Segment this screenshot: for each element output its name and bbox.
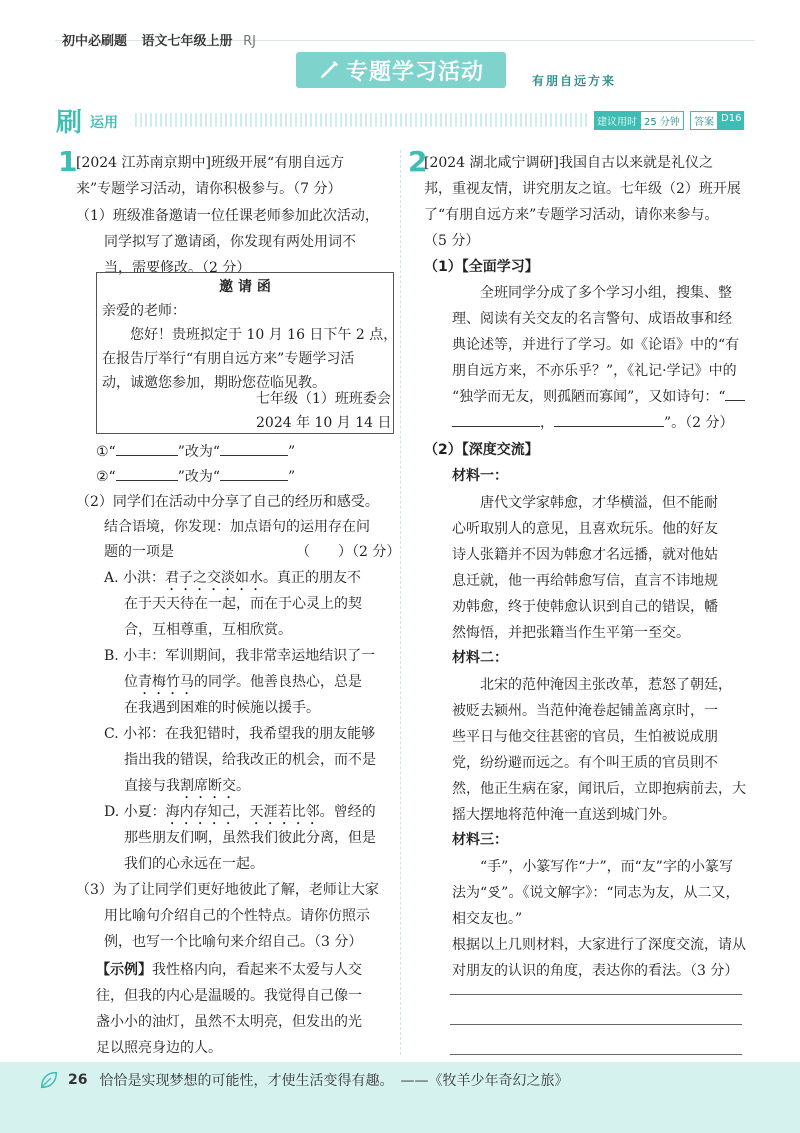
option-a-line: 在于天天待在一起，而在于心灵上的契 <box>124 596 362 612</box>
q2-p1-line: “独学而无友，则孤陋而寡闻”，又如诗句：“ <box>452 389 726 405</box>
letter-title: 邀 请 函 <box>219 279 271 295</box>
q1-p3-line: 例，也写一个比喻句来介绍自己。（3 分） <box>104 934 363 950</box>
example-line: 盏小小的油灯，虽然不太明亮，但发出的光 <box>96 1014 362 1030</box>
option-d-prefix: D. 小夏： <box>104 804 166 820</box>
option-d <box>104 799 376 828</box>
option-d-line: 那些朋友们啊，虽然我们彼此分离，但是 <box>124 830 376 846</box>
section-stripes <box>135 113 590 127</box>
answer-blank[interactable] <box>725 384 745 401</box>
footer-quote: 恰恰是实现梦想的可能性，才使生活变得有趣。 ——《牧羊少年奇幻之旅》 <box>99 1073 569 1089</box>
example-text: 我性格内向，看起来不太爱与人交 <box>152 962 362 978</box>
letter-body-line: 在报告厅举行“有朋自远方来”专题学习活 <box>102 351 355 367</box>
leaf-icon <box>38 1069 60 1091</box>
answer-blank[interactable] <box>554 410 664 427</box>
q1-p2-score: （ ）（2 分） <box>296 544 401 560</box>
time-label: 建议用时 <box>594 111 640 130</box>
q2-p1-line: 典论述等，并进行了学习。如《论语》中的“有 <box>452 337 740 353</box>
page-number: 26 <box>68 1072 88 1088</box>
answer-line[interactable] <box>450 1054 742 1055</box>
option-b-line: 在我遇到困难的时候施以援手。 <box>124 700 320 716</box>
q2-p1-line: 全班同学分成了多个学习小组，搜集、整 <box>480 285 732 301</box>
question-number-2: 2 <box>408 145 428 178</box>
answer-page: D16 <box>718 111 744 130</box>
material-3-line: 相交友也。” <box>452 911 523 927</box>
material-2-line: 摇大摆地将范仲淹一直送到城门外。 <box>452 807 676 823</box>
q1-stem-line: 来”专题学习活动，请你积极参与。（7 分） <box>76 181 342 197</box>
material-2-line: 被贬去颍州。当范仲淹卷起铺盖离京时，一 <box>452 703 718 719</box>
letter-greeting: 亲爱的老师： <box>102 303 186 319</box>
fix-row-2 <box>96 464 295 490</box>
subject-name: 语文七年级上册 <box>141 34 233 49</box>
q2-task-line: 对朋友的认识的角度，表达你的看法。（3 分） <box>452 963 739 979</box>
option-d-suffix: 。曾经的 <box>319 804 376 820</box>
book-header <box>62 30 256 49</box>
q1-p2-line: 题的一项是 <box>104 544 174 560</box>
q2-p1-line-with-blank <box>452 384 745 410</box>
q2-stem-line: [2024 湖北咸宁调研]我国自古以来就是礼仪之 <box>424 155 714 171</box>
example-line-1 <box>96 957 362 983</box>
q1-p3-line: （3）为了让同学们更好地彼此了解，老师让大家 <box>76 882 379 898</box>
q2-stem-line: 邦，重视友情，讲究朋友之谊。七年级（2）班开展 <box>424 181 741 197</box>
material-1-line: 然悔悟，并把张籍当作生平第一至交。 <box>452 625 690 641</box>
option-d-line: 我们的心永远在一起。 <box>124 856 264 872</box>
edition-label: RJ <box>243 34 256 49</box>
q2-stem-line: （5 分） <box>424 233 480 249</box>
material-1-tag: 材料一： <box>452 468 508 484</box>
fix-mid: ”改为“ <box>177 469 221 485</box>
q2-p1-line: 朋自远方来，不亦乐乎？”，《礼记·学记》中的 <box>452 363 737 379</box>
option-c-line: C. 小祁：在我犯错时，我希望我的朋友能够 <box>104 726 376 742</box>
q1-p2-line: （2）同学们在活动中分享了自己的经历和感受。 <box>76 494 379 510</box>
q2-p1-tag: （1）【全面学习】 <box>424 259 539 275</box>
option-a <box>104 565 361 594</box>
option-a-phrase: 君子之交淡如水 <box>165 570 264 586</box>
option-b-prefix: 位 <box>124 674 138 690</box>
banner-subtitle: 有朋自远方来 <box>532 74 617 88</box>
footer <box>38 1069 568 1091</box>
option-a-line: 合，互相尊重，互相欣赏。 <box>124 622 292 638</box>
letter-sign: 七年级（1）班班委会 <box>256 391 391 407</box>
q1-p2-line: 结合语境，你发现：加点语句的运用存在问 <box>104 519 370 535</box>
option-b-line: B. 小丰：军训期间，我非常幸运地结识了一 <box>104 648 376 664</box>
material-1-line: 诗人张籍并不因为韩愈才名远播，就对他姑 <box>452 547 718 563</box>
banner-title: 专题学习活动 <box>345 59 484 85</box>
material-1-line: 息迁就，他一再给韩愈写信，直言不讳地规 <box>452 573 718 589</box>
q1-p1-line: 同学拟写了邀请函，你发现有两处用词不 <box>104 234 356 250</box>
q1-p3-line: 用比喻句介绍自己的个性特点。请你仿照示 <box>104 908 370 924</box>
option-b-phrase: 青梅竹马 <box>138 674 194 690</box>
answer-line[interactable] <box>450 1024 742 1025</box>
q1-stem-line: [2024 江苏南京期中]班级开展“有朋自远方 <box>76 155 345 171</box>
column-divider <box>400 150 401 1055</box>
section-label: 运用 <box>90 115 118 131</box>
q2-p1-line: 理、阅读有关交友的名言警句、成语故事和经 <box>452 311 732 327</box>
material-2-line: 党，纷纷避而远之。有个叫王质的官员則不 <box>452 755 718 771</box>
q2-stem-line: 了“有朋自远方来”专题学习活动，请你来参与。 <box>424 207 719 223</box>
example-tag: 【示例】 <box>96 962 152 978</box>
material-2-tag: 材料二： <box>452 650 508 666</box>
material-1-line: 劝韩愈，终于使韩愈认识到自己的错误，幡 <box>452 599 718 615</box>
option-b-suffix: 的同学。他善良热心，总是 <box>194 674 362 690</box>
topic-banner <box>296 52 506 88</box>
option-c-prefix: 直接与我 <box>124 778 180 794</box>
option-b <box>124 669 362 698</box>
q1-p1-line: 当，需要修改。（2 分） <box>104 260 251 276</box>
fix-mid: ”改为“ <box>177 444 221 460</box>
q2-task-line: 根据以上几则材料，大家进行了深度交流，请从 <box>452 937 746 953</box>
material-3-line: 法为“𠬪”。《说文解字》：“同志为友，从二又， <box>452 885 740 901</box>
q1-p1-line: （1）班级准备邀请一位任课老师参加此次活动， <box>76 208 379 224</box>
question-number-1: 1 <box>58 145 78 178</box>
time-value: 25 分钟 <box>640 111 684 130</box>
material-2-line: 些平日与他交往甚密的官员，生怕被说成朋 <box>452 729 718 745</box>
answer-line[interactable] <box>450 994 742 995</box>
suggested-time <box>594 111 684 130</box>
poem-comma: ， <box>540 415 554 431</box>
shua-label: 刷 <box>56 108 83 138</box>
answer-ref <box>690 111 744 130</box>
answer-blank[interactable] <box>116 439 178 456</box>
fix-end: ” <box>288 444 296 460</box>
poem-blank-row <box>452 410 734 436</box>
fix-no: ②“ <box>96 469 116 485</box>
fix-row-1 <box>96 439 295 465</box>
q2-p2-tag: （2）【深度交流】 <box>424 442 539 458</box>
example-line: 足以照亮身边的人。 <box>96 1040 222 1056</box>
material-1-line: 心听取别人的意见，且喜欢玩乐。他的好友 <box>452 521 718 537</box>
answer-blank[interactable] <box>452 410 540 427</box>
letter-body-line: 您好！贵班拟定于 10 月 16 日下午 2 点， <box>130 327 398 343</box>
answer-blank[interactable] <box>220 439 288 456</box>
fix-end: ” <box>288 469 296 485</box>
material-3-tag: 材料三： <box>452 832 508 848</box>
answer-label: 答案 <box>690 111 718 130</box>
option-c-phrase: 割席断交 <box>180 778 236 794</box>
letter-body-line: 动，诚邀您参加，期盼您莅临见教。 <box>102 375 326 391</box>
option-d-phrase: 海内存知己，天涯若比邻 <box>165 804 320 820</box>
option-a-prefix: A. 小洪： <box>104 570 166 586</box>
material-3-line: “手”，小篆写作“𠂇”，而“友”字的小篆写 <box>480 859 733 875</box>
q2-p1-score: ”。（2 分） <box>664 415 734 431</box>
option-c <box>124 773 250 802</box>
answer-blank[interactable] <box>116 464 178 481</box>
fix-no: ①“ <box>96 444 116 460</box>
material-1-line: 唐代文学家韩愈，才华横溢，但不能耐 <box>480 495 718 511</box>
book-name: 初中必刷题 <box>62 34 128 49</box>
option-c-suffix: 。 <box>236 778 250 794</box>
option-c-line: 指出我的错误，给我改正的机会，而不是 <box>124 752 376 768</box>
letter-date: 2024 年 10 月 14 日 <box>256 415 392 431</box>
answer-blank[interactable] <box>220 464 288 481</box>
material-2-line: 北宋的范仲淹因主张改革，惹怒了朝廷， <box>480 677 732 693</box>
example-line: 往，但我的内心是温暖的。我觉得自己像一 <box>96 988 362 1004</box>
option-a-suffix: 。真正的朋友不 <box>263 570 362 586</box>
pen-icon <box>318 59 340 81</box>
material-2-line: 然，他正生病在家，闻讯后，立即抱病前去，大 <box>452 781 746 797</box>
